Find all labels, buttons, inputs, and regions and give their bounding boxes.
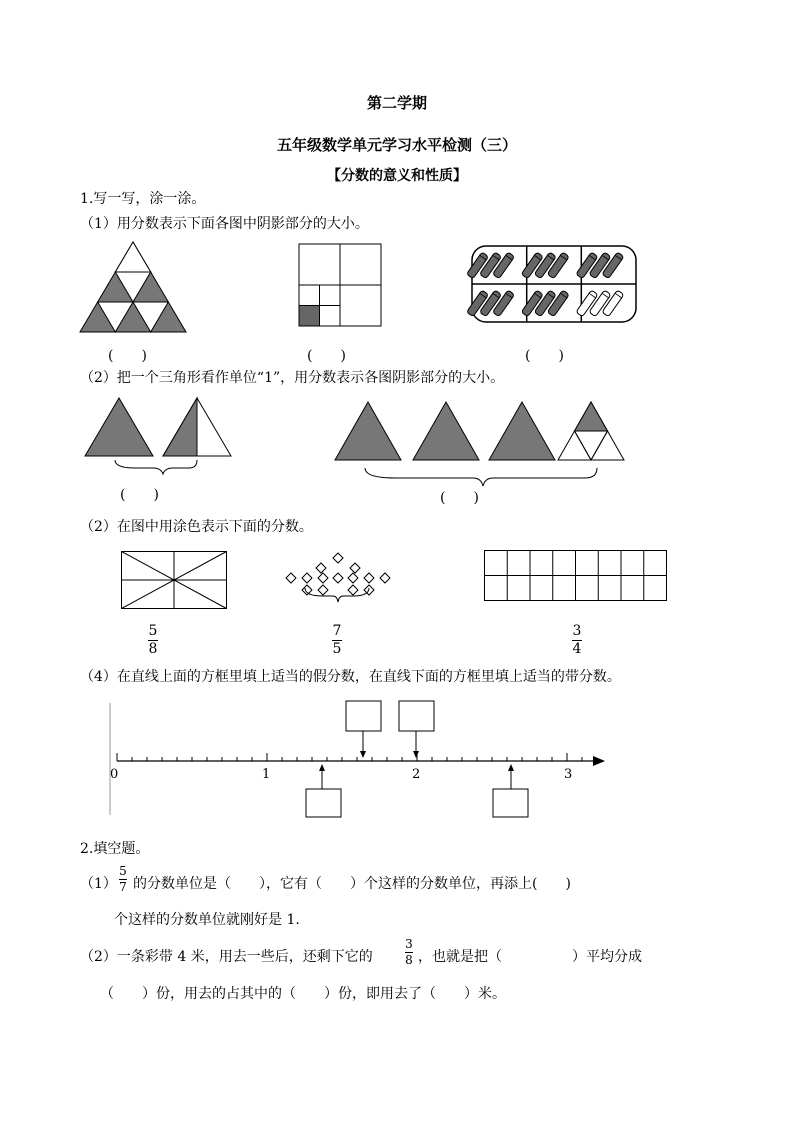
q2-part2-line2: （ ）份，用去的占其中的（ ）份，即用去了（ ）米。 bbox=[100, 986, 506, 1002]
bars-figure bbox=[471, 245, 637, 323]
diamond-shape bbox=[333, 553, 343, 563]
q2-heading: 2.填空题。 bbox=[80, 841, 150, 857]
q1-part1-text: （1）用分数表示下面各图中阴影部分的大小。 bbox=[80, 216, 369, 232]
diamond-shape bbox=[302, 573, 312, 583]
diamond-shape bbox=[318, 585, 328, 595]
page-subtitle: 【分数的意义和性质】 bbox=[327, 168, 467, 184]
q2-part1-prefix: （1） bbox=[80, 876, 117, 892]
fraction-numerator: 3 bbox=[405, 937, 413, 951]
fraction-3-4 bbox=[572, 624, 582, 656]
diamond-shape bbox=[286, 573, 296, 583]
fraction-denominator: 4 bbox=[572, 640, 582, 657]
q1-part2-text: （2）把一个三角形看作单位“1”，用分数表示各图阴影部分的大小。 bbox=[80, 370, 505, 386]
fraction-numerator: 5 bbox=[119, 864, 127, 878]
fraction-denominator: 8 bbox=[405, 952, 413, 967]
q2-part1-text: 的分数单位是（ ），它有（ ）个这样的分数单位，再添上( ) bbox=[133, 876, 571, 892]
numberline-label-3: 3 bbox=[564, 767, 573, 782]
diamonds-figure bbox=[283, 550, 393, 610]
answer-blank-2[interactable]: ( ) bbox=[307, 348, 346, 364]
grid-16-figure bbox=[484, 550, 668, 602]
q1-heading: 1.写一写，涂一涂。 bbox=[80, 191, 206, 207]
fraction-7-5 bbox=[332, 624, 342, 656]
square-figure bbox=[299, 244, 381, 326]
unit-triangles-left bbox=[85, 398, 235, 470]
number-line bbox=[105, 695, 605, 825]
q2-part2-text: （2）一条彩带 4 米，用去一些后，还剩下它的 bbox=[80, 949, 373, 965]
diamond-shape bbox=[318, 573, 328, 583]
diamond-shape bbox=[350, 563, 360, 573]
diamond-shape bbox=[333, 573, 343, 583]
fraction-denominator: 8 bbox=[148, 640, 158, 657]
improper-fraction-box-2[interactable] bbox=[399, 701, 434, 731]
q2-part1-line2: 个这样的分数单位就刚好是 1. bbox=[114, 912, 300, 928]
fraction-5-7 bbox=[119, 865, 127, 893]
diamond-shape bbox=[316, 563, 326, 573]
mixed-number-box-1[interactable] bbox=[306, 789, 341, 817]
answer-blank-1[interactable]: ( ) bbox=[108, 348, 147, 364]
page-title: 五年级数学单元学习水平检测（三） bbox=[276, 136, 517, 154]
fraction-numerator: 7 bbox=[332, 623, 342, 639]
answer-blank-5[interactable]: ( ) bbox=[440, 490, 479, 506]
numberline-label-2: 2 bbox=[412, 767, 421, 782]
answer-blank-3[interactable]: ( ) bbox=[525, 348, 564, 364]
triangle-figure bbox=[80, 242, 186, 332]
fraction-numerator: 3 bbox=[572, 623, 582, 639]
fraction-5-8 bbox=[148, 624, 158, 656]
improper-fraction-box-1[interactable] bbox=[346, 701, 381, 731]
q2-part2-text-b: ，也就是把（ ）平均分成 bbox=[418, 949, 642, 965]
fraction-3-8 bbox=[405, 938, 413, 966]
semester-title: 第二学期 bbox=[366, 94, 427, 112]
fraction-numerator: 5 bbox=[148, 623, 158, 639]
q1-part3-text: （2）在图中用涂色表示下面的分数。 bbox=[80, 519, 313, 535]
mixed-number-box-2[interactable] bbox=[493, 789, 528, 817]
diamond-shape bbox=[364, 573, 374, 583]
diamond-shape bbox=[380, 573, 390, 583]
diamond-shape bbox=[302, 585, 312, 595]
rectangle-eighths-figure bbox=[121, 551, 227, 609]
numberline-label-1: 1 bbox=[262, 767, 271, 782]
unit-triangles-right bbox=[335, 402, 625, 502]
diamond-shape bbox=[348, 585, 358, 595]
answer-blank-4[interactable]: ( ) bbox=[120, 487, 159, 503]
fraction-denominator: 5 bbox=[332, 640, 342, 657]
numberline-label-0: 0 bbox=[110, 767, 119, 782]
diamond-shape bbox=[348, 573, 358, 583]
fraction-denominator: 7 bbox=[119, 879, 127, 894]
q1-part4-text: （4）在直线上面的方框里填上适当的假分数，在直线下面的方框里填上适当的带分数。 bbox=[80, 669, 621, 685]
